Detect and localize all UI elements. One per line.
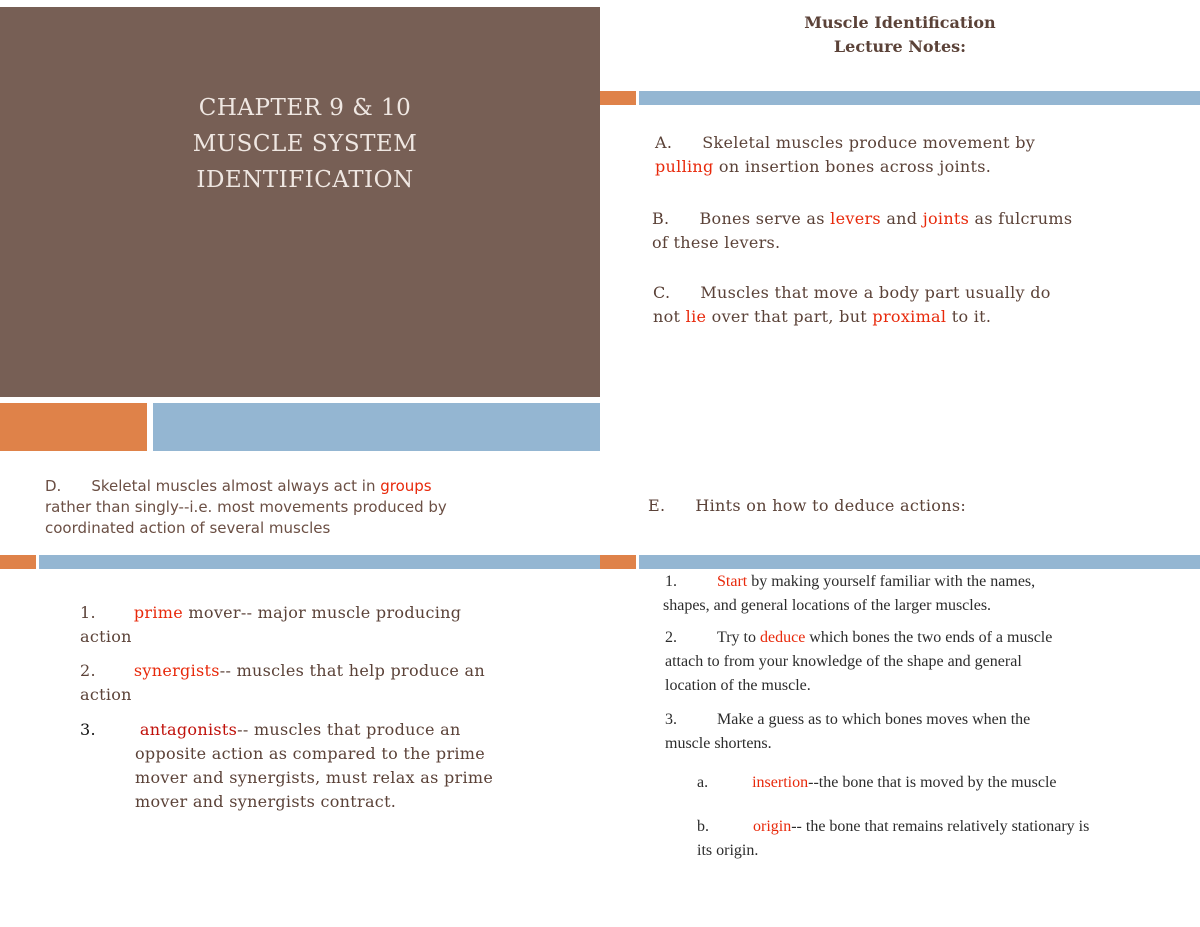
accent-bar-orange — [0, 403, 147, 451]
highlight-term: insertion — [752, 774, 809, 791]
note-item-e — [648, 494, 1168, 518]
note-item-a — [655, 131, 1175, 179]
item-text: which bones the two ends of a muscle — [805, 629, 1053, 646]
item-text: location of the muscle. — [665, 677, 811, 694]
title-line-3: IDENTIFICATION — [196, 167, 414, 193]
note-item-d — [45, 476, 545, 539]
item-number: 3. — [665, 711, 677, 728]
accent-bar-blue — [153, 403, 600, 451]
item-text: Muscles that move a body part usually do — [700, 283, 1051, 302]
highlight-term: Start — [717, 573, 748, 590]
highlight-term: lie — [685, 307, 707, 326]
item-text: -- muscles that produce an — [237, 720, 461, 739]
accent-bar-orange — [600, 91, 636, 105]
highlight-term: origin — [753, 818, 792, 835]
item-text: -- the bone that remains relatively stationary is — [791, 818, 1090, 835]
highlight-term: proximal — [872, 307, 947, 326]
list-item-antagonists — [80, 718, 560, 814]
item-letter: D. — [45, 477, 62, 495]
item-number: 2. — [665, 629, 677, 646]
item-text: over that part, but — [706, 307, 873, 326]
hint-a — [697, 771, 1187, 795]
item-text: coordinated action of several muscles — [45, 519, 331, 537]
accent-bar-orange — [600, 555, 636, 569]
highlight-term: synergists — [133, 661, 220, 680]
item-text: of these levers. — [652, 233, 781, 252]
item-text: mover-- major muscle producing — [183, 603, 462, 622]
highlight-term: levers — [830, 209, 881, 228]
highlight-term: groups — [380, 477, 432, 495]
heading-line-1: Muscle Identification — [804, 13, 996, 32]
item-text: Bones serve as — [699, 209, 831, 228]
title-slide-background — [0, 7, 600, 397]
note-item-c — [653, 281, 1183, 329]
item-text: not — [653, 307, 686, 326]
item-text: Make a guess as to which bones moves when the — [717, 711, 1031, 728]
item-text: its origin. — [697, 842, 759, 859]
item-text: on insertion bones across joints. — [713, 157, 992, 176]
item-text: attach to from your knowledge of the shape and general — [665, 653, 1022, 670]
item-text: mover and synergists contract. — [135, 792, 397, 811]
accent-bar-blue — [639, 555, 1200, 569]
item-text: Skeletal muscles almost always act in — [91, 477, 381, 495]
item-text: Skeletal muscles produce movement by — [702, 133, 1036, 152]
item-number: 1. — [80, 603, 96, 622]
slide-title — [0, 90, 610, 198]
item-letter: E. — [648, 496, 666, 515]
item-text: to it. — [946, 307, 992, 326]
item-text: rather than singly--i.e. most movements produced by — [45, 498, 447, 516]
item-text: Hints on how to deduce actions: — [695, 496, 967, 515]
note-item-b — [652, 207, 1182, 255]
hint-3 — [665, 708, 1185, 756]
title-line-2: MUSCLE SYSTEM — [192, 131, 418, 157]
hint-b — [697, 815, 1192, 863]
item-number: 2. — [80, 661, 96, 680]
item-number: 3. — [80, 720, 96, 739]
item-text: and — [880, 209, 923, 228]
hint-2 — [665, 626, 1185, 698]
slide2-heading — [600, 11, 1200, 59]
title-line-1: CHAPTER 9 & 10 — [198, 95, 412, 121]
item-letter: B. — [652, 209, 670, 228]
accent-bar-blue — [639, 91, 1200, 105]
item-text: muscle shortens. — [665, 735, 772, 752]
item-number: b. — [697, 818, 709, 835]
highlight-term: joints — [922, 209, 970, 228]
item-text: as fulcrums — [969, 209, 1073, 228]
item-text: shapes, and general locations of the larger muscles. — [663, 597, 992, 614]
item-text: mover and synergists, must relax as prime — [135, 768, 494, 787]
accent-bar-orange — [0, 555, 36, 569]
accent-bar-blue — [39, 555, 600, 569]
item-text: action — [80, 685, 132, 704]
list-item-synergists — [80, 659, 560, 707]
item-text: Try to — [717, 629, 760, 646]
item-number: a. — [697, 774, 709, 791]
item-number: 1. — [665, 573, 677, 590]
list-item-prime-mover — [80, 601, 560, 649]
item-text: by making yourself familiar with the names, — [747, 573, 1036, 590]
hint-1 — [665, 570, 1185, 618]
item-text: opposite action as compared to the prime — [135, 744, 486, 763]
highlight-term: pulling — [655, 157, 714, 176]
highlight-term: deduce — [759, 629, 806, 646]
highlight-term: prime — [133, 603, 184, 622]
heading-line-2: Lecture Notes: — [833, 37, 967, 56]
item-letter: C. — [653, 283, 671, 302]
item-text: --the bone that is moved by the muscle — [808, 774, 1057, 791]
item-text: -- muscles that help produce an — [219, 661, 485, 680]
highlight-term: antagonists — [139, 720, 238, 739]
item-text: action — [80, 627, 132, 646]
item-letter: A. — [655, 133, 673, 152]
